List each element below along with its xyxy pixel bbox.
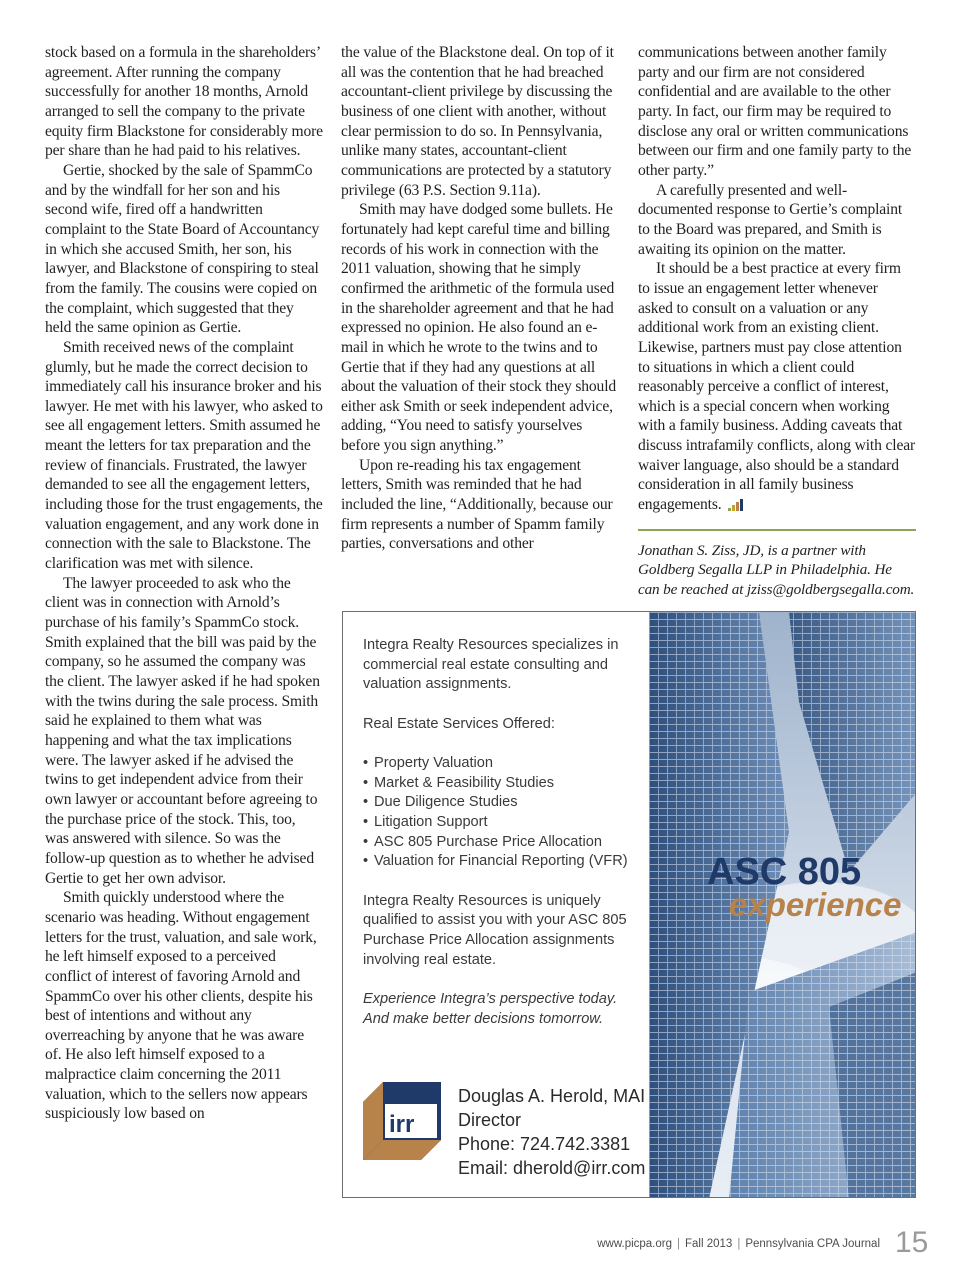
article-column-3 [638,43,916,600]
contact-name: Douglas A. Herold, MAI [458,1086,646,1106]
paragraph-text: the value of the Blackstone deal. On top of it all was the contention that he had breached accountant-client privilege by discussing the business of one client with another, without clear permission to do so. In Pennsylvania, unlike many states, accountant-client communications are protected by a statutory privilege (63 P.S. Section 9.11a). [341,44,614,199]
article-column-1 [45,43,323,1124]
paragraph-text: Smith received news of the complaint glumly, but he made the correct decision to immediately call his insurance broker and his lawyer. He met with his lawyer, who asked to see all engagement letters. Smith assumed he meant the letters for tax preparation and the review of financials. Frustrated, the lawyer demanded to see all the engagement letters, including those for the trust engagements, the valuation engagement, and any work done in connection with the sale to Blackstone. The clarification was met with silence. [45,338,323,573]
irr-logo-text: irr [389,1111,415,1138]
contact-title: Director [458,1110,522,1130]
contact-block [458,1084,645,1180]
ad-copy [363,636,653,1049]
irr-advertisement [342,611,916,1198]
page-footer [597,1238,880,1250]
paragraph-text: The lawyer proceeded to ask who the client was in connection with Arnold’s purchase of his family’s SpammCo stock. Smith explained that the bill was paid by the company, so he assumed the company was the client. The lawyer asked if he had spoken with the twins during the sale process. Smith said he explained to them what was happening and what the tax implications were. The lawyer asked if he advised the twins to get independent advice from their own lawyer or accountant before agreeing to the purchase price of the stock. This, too, was answered with silence. So was the follow-up question as to whether he advised Gertie to get her own advisor. [45,574,320,887]
article-paragraph [638,43,916,181]
services-heading: Real Estate Services Offered: [363,715,555,732]
ad-intro: Integra Realty Resources specializes in commercial real estate consulting and valuation assignments. [363,637,619,693]
paragraph-text: Gertie, shocked by the sale of SpammCo and by the windfall for her son and his second wife, fired off a handwritten complaint to the State Board of Accountancy in which she accused Smith, her son, his lawyer, and Blackstone of conspiring to steal from the family. The cousins were copied on the complaint, which suggested that they held the same opinion as Gertie. [45,161,320,337]
paragraph-text: A carefully presented and well-documented response to Gertie’s complaint to the Board was prepared, and Smith is awaiting its opinion on the matter. [638,181,903,258]
article-paragraph [45,888,323,1124]
article-paragraph [45,574,323,889]
contact-email[interactable]: Email: dherold@irr.com [458,1158,646,1178]
article-column-2 [341,43,619,554]
article-paragraph [341,200,619,456]
ad-qualified: Integra Realty Resources is uniquely qualified to assist you with your ASC 805 Purchase Price Allocation assignments involving real estate. [363,892,627,968]
service-item: • Market & Feasibility Studies [363,774,653,794]
end-of-article-icon [726,497,744,511]
paragraph-text: Upon re-reading his tax engagement letters, Smith was reminded that he had included the line, “Additionally, because our firm represents a number of Spamm family parties, conversations and other [341,456,613,553]
ad-cta-line-1: Experience Integra’s perspective today. [363,990,618,1007]
article-paragraph [341,43,619,200]
article-paragraph [45,161,323,338]
footer-separator: | [737,1238,741,1250]
paragraph-text: It should be a best practice at every firm to issue an engagement letter whenever asked to consult on a valuation or any additional work from an existing client. Likewise, partners must pay close attention to situations in which a client could reasonably perceive a conflict of interest, which is a special concern when working with a family business. Adding caveats that discuss intrafamily conflicts, along with clear waiver language, also should be a standard consideration in all family business engagements. [638,260,916,514]
footer-journal: Pennsylvania CPA Journal [745,1238,880,1250]
paragraph-text: stock based on a formula in the shareholders’ agreement. After running the company successfully for another 18 months, Arnold arranged to sell the company to the private equity firm Blackstone for considerably more per share than he had paid to his relatives. [45,44,323,160]
contact-phone: Phone: 724.742.3381 [458,1134,631,1154]
paragraph-text: Smith may have dodged some bullets. He fortunately had kept careful time and billing records of his work in connection with the 2011 valuation, showing that he simply confirmed the arithmetic of the formula used in the shareholder agreement and that he had expressed no opinion. He also found an e-mail in which he wrote to the twins and to Gertie that if they had any questions at all about the valuation of their stock they should either ask Smith or seek independent advice, adding, “You need to satisfy yourselves before you sign anything.” [341,201,617,455]
paragraph-text: communications between another family party and our firm are not considered confidential and are available to the other party. In fact, our firm may be required to disclose any oral or written communications between our firm and one family party to the other party.” [638,44,912,179]
article-paragraph [45,338,323,574]
service-item: • Due Diligence Studies [363,793,653,813]
page-number: 15 [895,1226,929,1259]
article-paragraph [638,181,916,260]
article-paragraph [341,456,619,554]
bio-divider [638,529,916,531]
service-item: • Litigation Support [363,813,653,833]
article-column-3-body [638,43,916,515]
footer-issue: Fall 2013 [685,1238,733,1250]
services-list [363,754,653,872]
ad-subheadline: experience [729,886,902,923]
ad-headline: ASC 805 [707,851,862,893]
footer-separator: | [677,1238,681,1250]
service-item: • Valuation for Financial Reporting (VFR) [363,852,653,872]
article-paragraph [638,259,916,515]
ad-cta-line-2: And make better decisions tomorrow. [363,1010,604,1027]
article-paragraph [45,43,323,161]
author-bio: Jonathan S. Ziss, JD, is a partner with Goldberg Segalla LLP in Philadelphia. He can be reached at jziss@goldbergsegalla.com. [638,541,915,598]
paragraph-text: Smith quickly understood where the scenario was heading. Without engagement letters for the trust, valuation, and sale work, he left himself exposed to a perceived conflict of interest of favoring Arnold and SpammCo over his other clients, despite his best of intentions and without any overreaching by anyone that he was aware of. He also left himself exposed to a malpractice claim concerning the 2011 valuation, which to the sellers now appears suspiciously low based on [45,889,317,1123]
footer-website[interactable]: www.picpa.org [597,1238,673,1250]
service-item: • Property Valuation [363,754,653,774]
service-item: • ASC 805 Purchase Price Allocation [363,833,653,853]
irr-logo [363,1082,441,1160]
